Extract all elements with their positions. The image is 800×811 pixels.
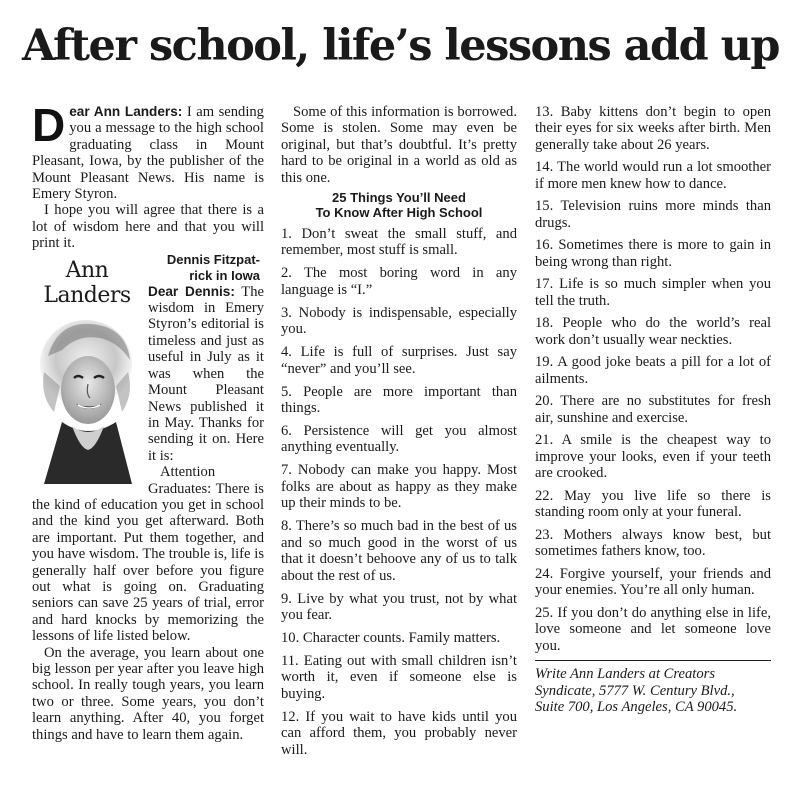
headline: After school, life’s lessons add up xyxy=(22,21,779,71)
body-paragraph: On the average, you learn about one big lesson per year after you leave high school. In really tough years, you learn two or three. Some years, you don’t learn anything. After 40, you forget things and have to learn them again. xyxy=(32,644,264,743)
footer-line-1: Write Ann Landers at Creators xyxy=(535,666,716,683)
list-item: 23. Mothers always know best, but sometimes fathers know, too. xyxy=(535,526,771,560)
columnist-block xyxy=(32,254,142,486)
list-heading-line-1: 25 Things You’ll Need xyxy=(332,190,466,206)
list-heading xyxy=(281,190,517,220)
letter-body: I am sending you a message to the high school graduating class in Mount Pleasant, Iowa, by the publisher of the Mount Pleasant News. His name is Emery Styron. xyxy=(32,104,264,203)
list-item: 11. Eating out with small children isn’t worth it, even if someone else is buying. xyxy=(281,652,517,702)
list-item: 22. May you live life so there is standing room only at your funeral. xyxy=(535,487,771,521)
list-item: 18. People who do the world’s real work don’t usually wear neckties. xyxy=(535,315,771,348)
columnist-name xyxy=(32,258,142,308)
list-item: 16. Sometimes there is more to gain in being wrong than right. xyxy=(535,237,771,270)
body-paragraph: Attention Graduates: There is the kind of education you get in school and the kind you get afterward. Both are important. Put them together, and you have wisdom. The trouble is, life is generally half over before you figure out what is going on. Graduating seniors can save 25 years of trial, error and hard knocks by memorizing the lessons of life listed below. xyxy=(32,464,264,645)
portrait-photo-icon xyxy=(38,316,138,484)
column-2 xyxy=(281,104,517,765)
contact-footer xyxy=(535,666,771,715)
footer-line-2: Syndicate, 5777 W. Century Blvd., xyxy=(535,682,735,699)
drop-cap: D xyxy=(32,99,66,151)
list-item: 12. If you wait to have kids until you can afford them, you probably never will. xyxy=(281,708,517,758)
list-item: 3. Nobody is indispensable, especially you. xyxy=(281,304,517,338)
list-item: 8. There’s so much bad in the best of us and so much good in the worst of us that it doesn’t behoove any of us to talk about the rest of us. xyxy=(281,518,517,584)
footer-line-3: Suite 700, Los Angeles, CA 90045. xyxy=(535,699,738,716)
intro-paragraph: Some of this information is borrowed. Some is stolen. Some may even be original, but that’s doubtful. It’s pretty hard to be original in a world as old as this one. xyxy=(281,104,517,186)
list-item: 9. Live by what you trust, not by what you fear. xyxy=(281,590,517,623)
list-item: 2. The most boring word in any language is “I.” xyxy=(281,265,517,298)
columnist-name-last: Landers xyxy=(43,282,131,308)
letter-paragraph-2: I hope you will agree that there is a lot of wisdom here and that you will print it. xyxy=(32,202,264,252)
letter-salutation: ear Ann Landers: xyxy=(69,104,183,119)
list-item: 20. There are no substitutes for fresh air, sunshine and exercise. xyxy=(535,393,771,426)
list-item: 19. A good joke beats a pill for a lot of ailments. xyxy=(535,354,771,387)
list-item: 24. Forgive yourself, your friends and your enemies. You’re all only human. xyxy=(535,565,771,599)
list-item: 25. If you don’t do anything else in life, love someone and let someone love you. xyxy=(535,604,771,654)
letter-paragraph xyxy=(32,99,264,203)
list-item: 14. The world would run a lot smoother if more men knew how to dance. xyxy=(535,159,771,192)
list-item: 10. Character counts. Family matters. xyxy=(281,629,501,646)
list-item: 13. Baby kittens don’t begin to open their eyes for six weeks after birth. Men generally take about 26 years. xyxy=(535,104,771,153)
signoff-line-2: rick in Iowa xyxy=(189,267,260,283)
column-1 xyxy=(32,99,264,743)
reply-body: The wisdom in Emery Styron’s editorial is timeless and just as useful in July as it was when the Mount Pleasant News published it in May. Thanks for sending it on. Here it is: xyxy=(148,283,264,464)
list-item: 7. Nobody can make you happy. Most folks are about as happy as they make up their minds to be. xyxy=(281,462,517,512)
list-item: 15. Television ruins more minds than drugs. xyxy=(535,198,771,231)
list-item: 21. A smile is the cheapest way to improve your looks, even if your teeth are crooked. xyxy=(535,432,771,482)
footer-divider xyxy=(535,660,771,661)
list-item: 4. Life is full of surprises. Just say “never” and you’ll see. xyxy=(281,344,517,377)
list-item: 5. People are more important than things. xyxy=(281,383,517,417)
list-heading-line-2: To Know After High School xyxy=(315,205,483,221)
list-item: 6. Persistence will get you almost anything eventually. xyxy=(281,423,517,456)
reply-salutation: Dear Dennis: xyxy=(148,283,235,299)
columnist-name-first: Ann xyxy=(65,257,109,283)
signoff-line-1: Dennis Fitzpat- xyxy=(166,251,260,267)
column-3 xyxy=(535,104,771,715)
list-item: 1. Don’t sweat the small stuff, and remember, most stuff is small. xyxy=(281,226,517,259)
list-item: 17. Life is so much simpler when you tell the truth. xyxy=(535,276,771,309)
